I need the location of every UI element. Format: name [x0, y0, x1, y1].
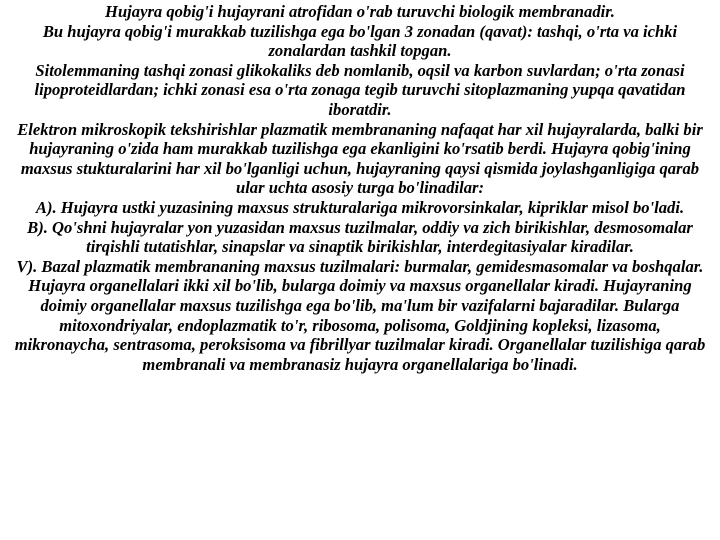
paragraph-cell-membrane-definition: Hujayra qobig'i hujayrani atrofidan o'rab turuvchi biologik membranadir. [105, 2, 615, 21]
paragraph-organelles: Hujayra organellalari ikki xil bo'lib, bularga doimiy va maxsus organellalar kiradi. Hujayraning doimiy organellalar maxsus tuzilishga ega bo'lib, ma'lum bir vazifalarni bajaradilar. Bularga mitoxondriyalar, endoplazmatik to'r, ribosoma, polisoma, Goldjining kopleksi, lizasoma, mikronaycha, sentrasoma, peroksisoma va fibrillyar tuzilmalar kiradi. Organellalar tuzilishiga qarab membranali va membranasiz hujayra organellalariga bo'linadi. [14, 276, 706, 374]
paragraph-three-zones: Bu hujayra qobig'i murakkab tuzilishga ega bo'lgan 3 zonadan (qavat): tashqi, o'rta va ichki zonalardan tashkil topgan. [42, 21, 678, 61]
paragraph-item-a: A). Hujayra ustki yuzasining maxsus strukturalariga mikrovorsinkalar, kipriklar misol bo'ladi. [35, 197, 685, 217]
paragraph-sitolemma-zones: Sitolemmaning tashqi zonasi glikokaliks deb nomlanib, oqsil va karbon suvlardan; o'rta zonasi lipoproteidlardan; ichki zonasi esa o'rta zonaga tegib turuvchi sitoplazmaning yupqa qavatidan iboratdir. [34, 60, 686, 119]
slide-text-block [14, 2, 706, 374]
paragraph-item-v: V). Bazal plazmatik membrananing maxsus tuzilmalari: burmalar, gemidesmasomalar va boshqalar. [16, 256, 704, 276]
paragraph-item-b: B). Qo'shni hujayralar yon yuzasidan maxsus tuzilmalar, oddiy va zich birikishlar, desmosomalar tirqishli tutatishlar, sinapslar va sinaptik birikishlar, interdegitasiyalar kiradilar. [27, 217, 693, 257]
paragraph-electron-microscopy: Elektron mikroskopik tekshirishlar plazmatik membrananing nafaqat har xil hujayralarda, balki bir hujayraning o'zida ham murakkab tuzilishga ega ekanligini ko'rsatib berdi. Hujayra qobig'ining maxsus stukturalarini har xil bo'lganligi uchun, hujayraning qaysi qismida joylashganligiga qarab ular uchta asosiy turga bo'linadilar: [17, 119, 703, 198]
